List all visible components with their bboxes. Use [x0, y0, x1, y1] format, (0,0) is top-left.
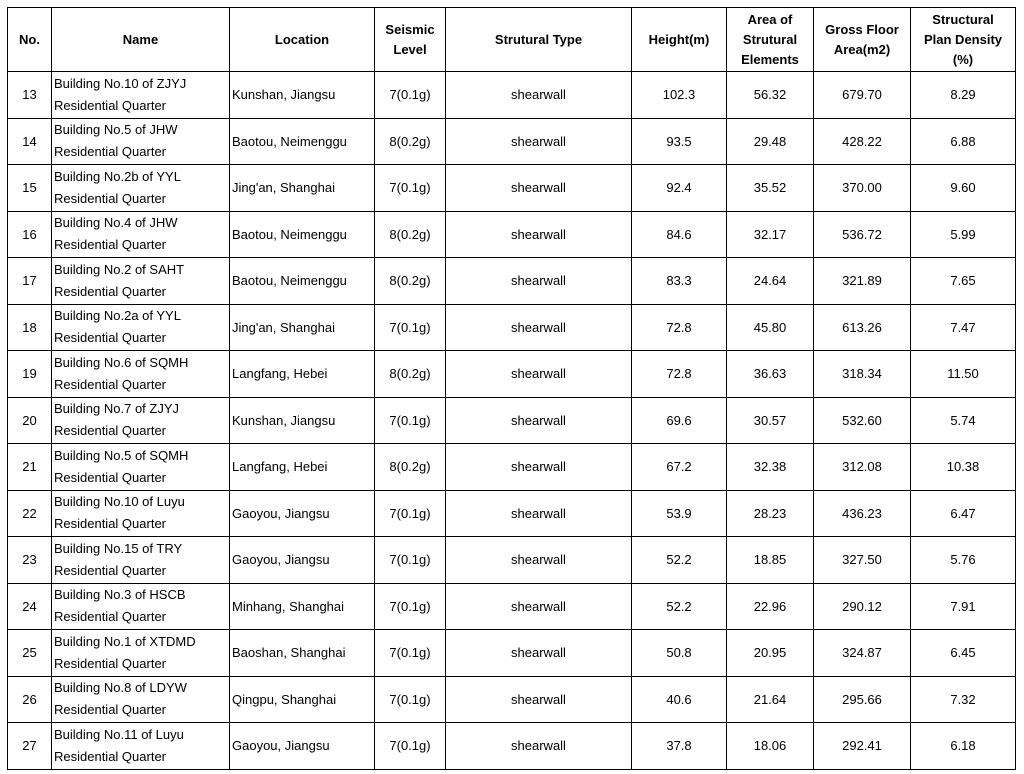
cell-gross-floor-area: 428.22 [814, 118, 911, 165]
cell-structural-plan-density: 7.65 [911, 258, 1016, 305]
table-row [8, 351, 1016, 398]
cell-structural-type: shearwall [446, 72, 632, 119]
table-row [8, 118, 1016, 165]
table-row [8, 444, 1016, 491]
cell-height: 84.6 [632, 211, 727, 258]
cell-location: Baotou, Neimenggu [230, 118, 375, 165]
cell-no: 15 [8, 165, 52, 212]
cell-no: 24 [8, 583, 52, 630]
cell-structural-plan-density: 7.47 [911, 304, 1016, 351]
cell-no: 21 [8, 444, 52, 491]
cell-no: 22 [8, 490, 52, 537]
cell-gross-floor-area: 613.26 [814, 304, 911, 351]
cell-structural-elements-area: 56.32 [727, 72, 814, 119]
cell-location: Baotou, Neimenggu [230, 211, 375, 258]
cell-no: 16 [8, 211, 52, 258]
cell-name: Building No.1 of XTDMD Residential Quarter [52, 630, 230, 677]
table-row [8, 72, 1016, 119]
table-row [8, 397, 1016, 444]
cell-structural-plan-density: 11.50 [911, 351, 1016, 398]
cell-structural-plan-density: 9.60 [911, 165, 1016, 212]
cell-gross-floor-area: 370.00 [814, 165, 911, 212]
header-row [8, 8, 1016, 72]
cell-height: 93.5 [632, 118, 727, 165]
cell-name: Building No.7 of ZJYJ Residential Quarter [52, 397, 230, 444]
cell-structural-elements-area: 30.57 [727, 397, 814, 444]
header-structural-elements-area: Area of Strutural Elements [727, 8, 814, 72]
cell-height: 53.9 [632, 490, 727, 537]
cell-gross-floor-area: 436.23 [814, 490, 911, 537]
cell-no: 17 [8, 258, 52, 305]
cell-seismic-level: 8(0.2g) [375, 351, 446, 398]
cell-name: Building No.11 of Luyu Residential Quarter [52, 723, 230, 770]
cell-gross-floor-area: 295.66 [814, 676, 911, 723]
cell-seismic-level: 7(0.1g) [375, 630, 446, 677]
cell-gross-floor-area: 290.12 [814, 583, 911, 630]
table-row [8, 211, 1016, 258]
table-row [8, 304, 1016, 351]
cell-structural-plan-density: 7.91 [911, 583, 1016, 630]
cell-location: Jing'an, Shanghai [230, 304, 375, 351]
cell-seismic-level: 7(0.1g) [375, 723, 446, 770]
cell-structural-type: shearwall [446, 118, 632, 165]
cell-height: 40.6 [632, 676, 727, 723]
cell-structural-elements-area: 18.85 [727, 537, 814, 584]
cell-gross-floor-area: 324.87 [814, 630, 911, 677]
cell-structural-type: shearwall [446, 165, 632, 212]
cell-no: 18 [8, 304, 52, 351]
cell-structural-type: shearwall [446, 676, 632, 723]
cell-structural-elements-area: 22.96 [727, 583, 814, 630]
cell-structural-type: shearwall [446, 537, 632, 584]
cell-seismic-level: 7(0.1g) [375, 537, 446, 584]
cell-structural-type: shearwall [446, 211, 632, 258]
cell-height: 52.2 [632, 583, 727, 630]
cell-name: Building No.4 of JHW Residential Quarter [52, 211, 230, 258]
cell-no: 14 [8, 118, 52, 165]
cell-no: 20 [8, 397, 52, 444]
cell-height: 69.6 [632, 397, 727, 444]
cell-location: Baoshan, Shanghai [230, 630, 375, 677]
cell-structural-elements-area: 32.17 [727, 211, 814, 258]
cell-no: 23 [8, 537, 52, 584]
header-gross-floor-area: Gross Floor Area(m2) [814, 8, 911, 72]
cell-height: 50.8 [632, 630, 727, 677]
cell-gross-floor-area: 327.50 [814, 537, 911, 584]
cell-structural-type: shearwall [446, 304, 632, 351]
table-row [8, 490, 1016, 537]
cell-structural-plan-density: 5.76 [911, 537, 1016, 584]
cell-name: Building No.2a of YYL Residential Quarter [52, 304, 230, 351]
cell-name: Building No.15 of TRY Residential Quarter [52, 537, 230, 584]
header-height: Height(m) [632, 8, 727, 72]
cell-seismic-level: 7(0.1g) [375, 676, 446, 723]
cell-structural-elements-area: 36.63 [727, 351, 814, 398]
cell-seismic-level: 7(0.1g) [375, 304, 446, 351]
cell-structural-type: shearwall [446, 397, 632, 444]
cell-gross-floor-area: 321.89 [814, 258, 911, 305]
cell-structural-type: shearwall [446, 258, 632, 305]
cell-location: Kunshan, Jiangsu [230, 72, 375, 119]
table-row [8, 258, 1016, 305]
table-row [8, 165, 1016, 212]
cell-no: 26 [8, 676, 52, 723]
cell-name: Building No.2 of SAHT Residential Quarter [52, 258, 230, 305]
cell-seismic-level: 8(0.2g) [375, 211, 446, 258]
cell-structural-type: shearwall [446, 583, 632, 630]
cell-structural-plan-density: 6.45 [911, 630, 1016, 677]
cell-structural-elements-area: 24.64 [727, 258, 814, 305]
cell-structural-elements-area: 35.52 [727, 165, 814, 212]
cell-location: Gaoyou, Jiangsu [230, 723, 375, 770]
cell-seismic-level: 7(0.1g) [375, 72, 446, 119]
cell-name: Building No.8 of LDYW Residential Quarter [52, 676, 230, 723]
cell-structural-plan-density: 7.32 [911, 676, 1016, 723]
cell-name: Building No.5 of SQMH Residential Quarter [52, 444, 230, 491]
cell-name: Building No.2b of YYL Residential Quarter [52, 165, 230, 212]
cell-gross-floor-area: 532.60 [814, 397, 911, 444]
cell-no: 25 [8, 630, 52, 677]
cell-height: 72.8 [632, 304, 727, 351]
table-row [8, 537, 1016, 584]
header-location: Location [230, 8, 375, 72]
cell-structural-elements-area: 20.95 [727, 630, 814, 677]
cell-location: Langfang, Hebei [230, 351, 375, 398]
cell-structural-type: shearwall [446, 351, 632, 398]
cell-structural-type: shearwall [446, 444, 632, 491]
cell-structural-elements-area: 45.80 [727, 304, 814, 351]
header-structural-type: Strutural Type [446, 8, 632, 72]
cell-structural-type: shearwall [446, 723, 632, 770]
cell-gross-floor-area: 536.72 [814, 211, 911, 258]
header-no: No. [8, 8, 52, 72]
header-name: Name [52, 8, 230, 72]
cell-structural-plan-density: 10.38 [911, 444, 1016, 491]
table-row [8, 630, 1016, 677]
cell-name: Building No.10 of ZJYJ Residential Quarter [52, 72, 230, 119]
cell-height: 72.8 [632, 351, 727, 398]
table-container [7, 7, 1016, 770]
cell-structural-plan-density: 6.88 [911, 118, 1016, 165]
cell-seismic-level: 8(0.2g) [375, 444, 446, 491]
cell-height: 37.8 [632, 723, 727, 770]
cell-height: 92.4 [632, 165, 727, 212]
cell-structural-plan-density: 5.99 [911, 211, 1016, 258]
cell-seismic-level: 7(0.1g) [375, 165, 446, 212]
table-row [8, 676, 1016, 723]
cell-structural-plan-density: 8.29 [911, 72, 1016, 119]
cell-name: Building No.3 of HSCB Residential Quarter [52, 583, 230, 630]
cell-structural-type: shearwall [446, 630, 632, 677]
cell-no: 19 [8, 351, 52, 398]
header-structural-plan-density: Structural Plan Density (%) [911, 8, 1016, 72]
cell-structural-plan-density: 6.18 [911, 723, 1016, 770]
cell-location: Jing'an, Shanghai [230, 165, 375, 212]
cell-height: 102.3 [632, 72, 727, 119]
cell-structural-elements-area: 21.64 [727, 676, 814, 723]
cell-seismic-level: 8(0.2g) [375, 258, 446, 305]
cell-name: Building No.10 of Luyu Residential Quarter [52, 490, 230, 537]
cell-location: Gaoyou, Jiangsu [230, 537, 375, 584]
cell-structural-elements-area: 29.48 [727, 118, 814, 165]
cell-gross-floor-area: 292.41 [814, 723, 911, 770]
cell-no: 27 [8, 723, 52, 770]
cell-name: Building No.5 of JHW Residential Quarter [52, 118, 230, 165]
cell-gross-floor-area: 679.70 [814, 72, 911, 119]
cell-gross-floor-area: 318.34 [814, 351, 911, 398]
cell-seismic-level: 7(0.1g) [375, 490, 446, 537]
cell-location: Qingpu, Shanghai [230, 676, 375, 723]
table-row [8, 583, 1016, 630]
cell-structural-plan-density: 6.47 [911, 490, 1016, 537]
buildings-table [7, 7, 1016, 770]
cell-structural-elements-area: 28.23 [727, 490, 814, 537]
cell-structural-plan-density: 5.74 [911, 397, 1016, 444]
cell-no: 13 [8, 72, 52, 119]
cell-name: Building No.6 of SQMH Residential Quarter [52, 351, 230, 398]
header-seismic-level: Seismic Level [375, 8, 446, 72]
cell-structural-elements-area: 32.38 [727, 444, 814, 491]
cell-seismic-level: 7(0.1g) [375, 583, 446, 630]
cell-location: Baotou, Neimenggu [230, 258, 375, 305]
cell-structural-elements-area: 18.06 [727, 723, 814, 770]
table-row [8, 723, 1016, 770]
cell-gross-floor-area: 312.08 [814, 444, 911, 491]
cell-height: 67.2 [632, 444, 727, 491]
cell-structural-type: shearwall [446, 490, 632, 537]
cell-location: Minhang, Shanghai [230, 583, 375, 630]
cell-location: Gaoyou, Jiangsu [230, 490, 375, 537]
cell-seismic-level: 8(0.2g) [375, 118, 446, 165]
cell-height: 83.3 [632, 258, 727, 305]
cell-location: Langfang, Hebei [230, 444, 375, 491]
cell-seismic-level: 7(0.1g) [375, 397, 446, 444]
cell-location: Kunshan, Jiangsu [230, 397, 375, 444]
cell-height: 52.2 [632, 537, 727, 584]
